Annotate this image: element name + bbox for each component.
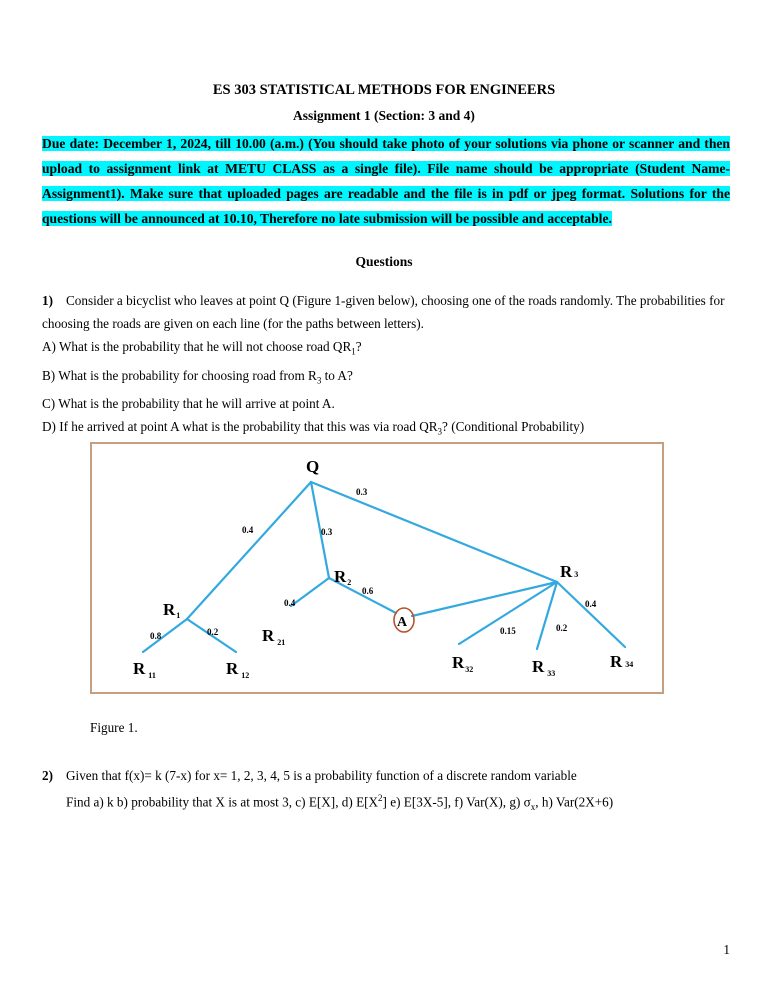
- course-title: ES 303 STATISTICAL METHODS FOR ENGINEERS: [212, 82, 556, 98]
- q2-superscript: 2: [378, 793, 383, 803]
- node-r34: R 34: [610, 652, 634, 671]
- q2-parts-h: , h) Var(2X+6): [535, 794, 614, 810]
- prob-r1-r11: 0.8: [150, 631, 162, 641]
- part-b-text: B) What is the probability for choosing road from R: [42, 367, 317, 383]
- page-number: 1: [723, 942, 730, 957]
- question-1-part-b: [42, 364, 732, 393]
- node-r11: R $_{11}$: [133, 659, 156, 680]
- q2-sigma-subscript: x: [530, 802, 536, 813]
- road-tree-diagram: [92, 444, 662, 692]
- due-date-notice: [42, 131, 730, 231]
- node-r32: $R_{32}$: [452, 653, 474, 674]
- prob-r2-r21: 0.4: [284, 598, 296, 608]
- q2-parts-d-g: ] e) E[3X-5], f) Var(X), g) σ: [382, 794, 531, 810]
- part-a-sub: 1: [351, 346, 356, 357]
- part-a-text: A) What is the probability that he will not choose road QR: [42, 339, 352, 354]
- question-1-text-block: [42, 289, 732, 335]
- part-a-end: ?: [355, 339, 362, 354]
- prob-r2-a: 0.6: [362, 586, 374, 596]
- assignment-title: Assignment 1 (Section: 3 and 4): [293, 108, 475, 123]
- question-1-part-d: [42, 415, 732, 444]
- prob-q-r1: 0.4: [242, 525, 254, 535]
- node-r1: R1: [163, 600, 181, 620]
- road-r3-r34: [557, 582, 625, 647]
- question-1-text: Consider a bicyclist who leaves at point Q (Figure 1-given below), choosing one of the roads randomly. The probabilities for choosing the roads are given on each line (for the paths between letters).: [42, 293, 725, 331]
- question-1-part-c: C) What is the probability that he will arrive at point A.: [42, 396, 335, 412]
- node-r12: R $_{12}$: [226, 659, 250, 680]
- question-2: [42, 764, 732, 819]
- due-date-highlight: Due date: December 1, 2024, till 10.00 (a.m.) (You should take photo of your solutions via phone or scanner and then upload to assignment link at METU CLASS as a single file). File name should be appropriate (Student Name-Assignment1). Make sure that uploaded pages are readable and the file is in pdf or jpeg format. Solutions for the questions will be announced at 10.10, Therefore no late submission will be possible and acceptable.: [42, 136, 730, 226]
- node-q: Q: [306, 457, 320, 476]
- prob-q-r3: 0.3: [356, 487, 368, 497]
- part-b-end: to A?: [321, 367, 353, 383]
- q2-parts-a-d: Find a) k b) probability that X is at most 3, c) E[X], d) E[X: [66, 794, 379, 810]
- prob-r3-r32: 0.15: [500, 626, 516, 636]
- prob-r1-r12: 0.2: [207, 627, 219, 637]
- part-d-sub: 3: [437, 426, 443, 437]
- question-1: [42, 289, 732, 444]
- question-2-text: Given that f(x)= k (7-x) for x= 1, 2, 3, 4, 5 is a probability function of a discrete random variable: [66, 768, 577, 783]
- node-r33: R $_{33}$: [532, 657, 556, 678]
- prob-q-r2: 0.3: [321, 527, 333, 537]
- question-2-number: 2): [42, 768, 53, 783]
- question-2-line-1: [42, 764, 732, 787]
- question-1-part-a: [42, 335, 732, 364]
- road-r2-r21: [291, 578, 329, 606]
- node-a: A: [397, 615, 408, 630]
- figure-1-frame: [90, 442, 664, 694]
- prob-r3-r33: 0.2: [556, 623, 568, 633]
- road-r3-a: [412, 582, 557, 616]
- node-r3: R 3: [560, 562, 579, 581]
- questions-heading: Questions: [355, 254, 413, 269]
- prob-r3-r34: 0.4: [585, 599, 597, 609]
- part-b-sub: 3: [316, 375, 322, 386]
- figure-caption: Figure 1.: [90, 720, 138, 735]
- node-r2: R2: [334, 567, 352, 587]
- question-2-line-2: [66, 787, 732, 819]
- question-1-number: 1): [42, 293, 53, 308]
- question-1-subparts: [42, 335, 732, 444]
- part-d-end: ? (Conditional Probability): [442, 419, 585, 435]
- part-d-text: D) If he arrived at point A what is the probability that this was via road QR: [42, 419, 438, 435]
- road-q-r3: [311, 482, 557, 582]
- node-r21: R $_{21}$: [262, 626, 286, 647]
